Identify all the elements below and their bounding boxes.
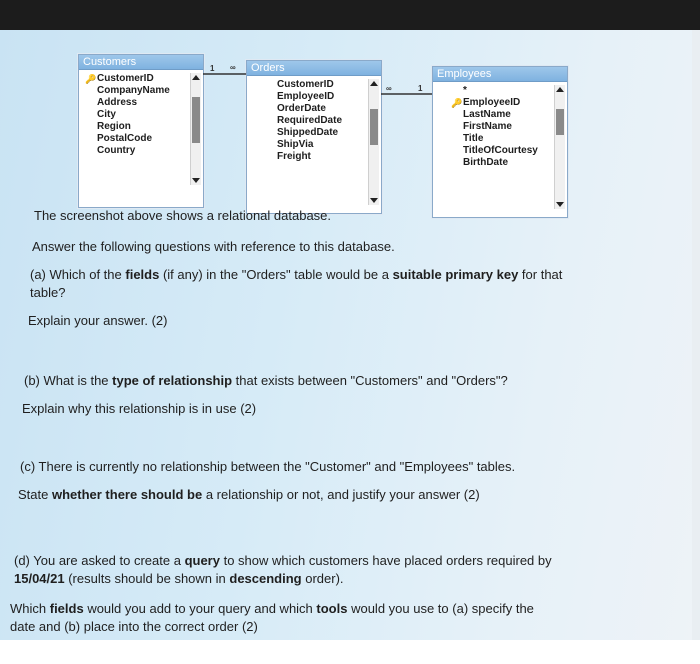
intro-line-2: Answer the following questions with reference to this database. (32, 239, 395, 254)
field-title[interactable]: Title (463, 133, 484, 144)
field-city[interactable]: City (97, 109, 116, 120)
employees-table-title: Employees (433, 67, 567, 82)
customers-table-title: Customers (79, 55, 203, 70)
screen-area (0, 30, 700, 642)
field-firstname[interactable]: FirstName (463, 121, 512, 132)
orders-table-title: Orders (247, 61, 381, 76)
question-c-line-2: State whether there should be a relationship or not, and justify your answer (2) (18, 487, 480, 502)
relationship-lines (0, 30, 700, 230)
one-side-label: 1 (210, 64, 215, 73)
field-address[interactable]: Address (97, 97, 138, 108)
field-lastname[interactable]: LastName (463, 109, 511, 120)
window-edge (692, 30, 700, 642)
field-companyname[interactable]: CompanyName (97, 85, 170, 96)
question-b-explain: Explain why this relationship is in use (2) (22, 401, 257, 416)
question-c-line-1: (c) There is currently no relationship between the "Customer" and "Employees" tables. (20, 459, 516, 474)
many-side-label: ∞ (230, 63, 236, 72)
question-a-explain: Explain your answer. (2) (28, 313, 168, 328)
question-b: (b) What is the type of relationship that exists between "Customers" and "Orders"? (24, 373, 508, 388)
top-dark-band (0, 0, 700, 30)
field-orderdate[interactable]: OrderDate (277, 103, 326, 114)
field-region[interactable]: Region (97, 121, 131, 132)
question-a: (a) Which of the fields (if any) in the "Orders" table would be a suitable primary key for that table? (30, 267, 563, 300)
field-employeeid[interactable]: 🔑 EmployeeID (451, 97, 521, 108)
question-d-fields: Which fields would you add to your query and which tools would you use to (a) specify the date and (b) place into the correct order (2) (10, 601, 534, 634)
field-titleofcourtesy[interactable]: TitleOfCourtesy (463, 145, 538, 156)
field-shipvia[interactable]: ShipVia (277, 139, 314, 150)
field-freight[interactable]: Freight (277, 151, 311, 162)
field-customerid[interactable]: CustomerID (277, 79, 334, 90)
question-d: (d) You are asked to create a query to show which customers have placed orders required by 15/04/21 (results should be shown in descending order). (14, 553, 552, 586)
field-country[interactable]: Country (97, 145, 136, 156)
key-icon: 🔑 (85, 74, 97, 84)
bottom-margin (0, 640, 700, 664)
field-shippeddate[interactable]: ShippedDate (277, 127, 339, 138)
key-icon: 🔑 (451, 98, 463, 108)
one-side-label: 1 (418, 84, 423, 93)
field-customerid[interactable]: 🔑 CustomerID (85, 73, 154, 84)
field-employeeid[interactable]: EmployeeID (277, 91, 335, 102)
many-side-label: ∞ (386, 84, 392, 93)
relationships-diagram (0, 30, 700, 230)
field-all-star[interactable]: * (463, 85, 467, 96)
field-requireddate[interactable]: RequiredDate (277, 115, 343, 126)
field-postalcode[interactable]: PostalCode (97, 133, 153, 144)
intro-line-1: The screenshot above shows a relational database. (34, 208, 332, 223)
field-birthdate[interactable]: BirthDate (463, 157, 509, 168)
